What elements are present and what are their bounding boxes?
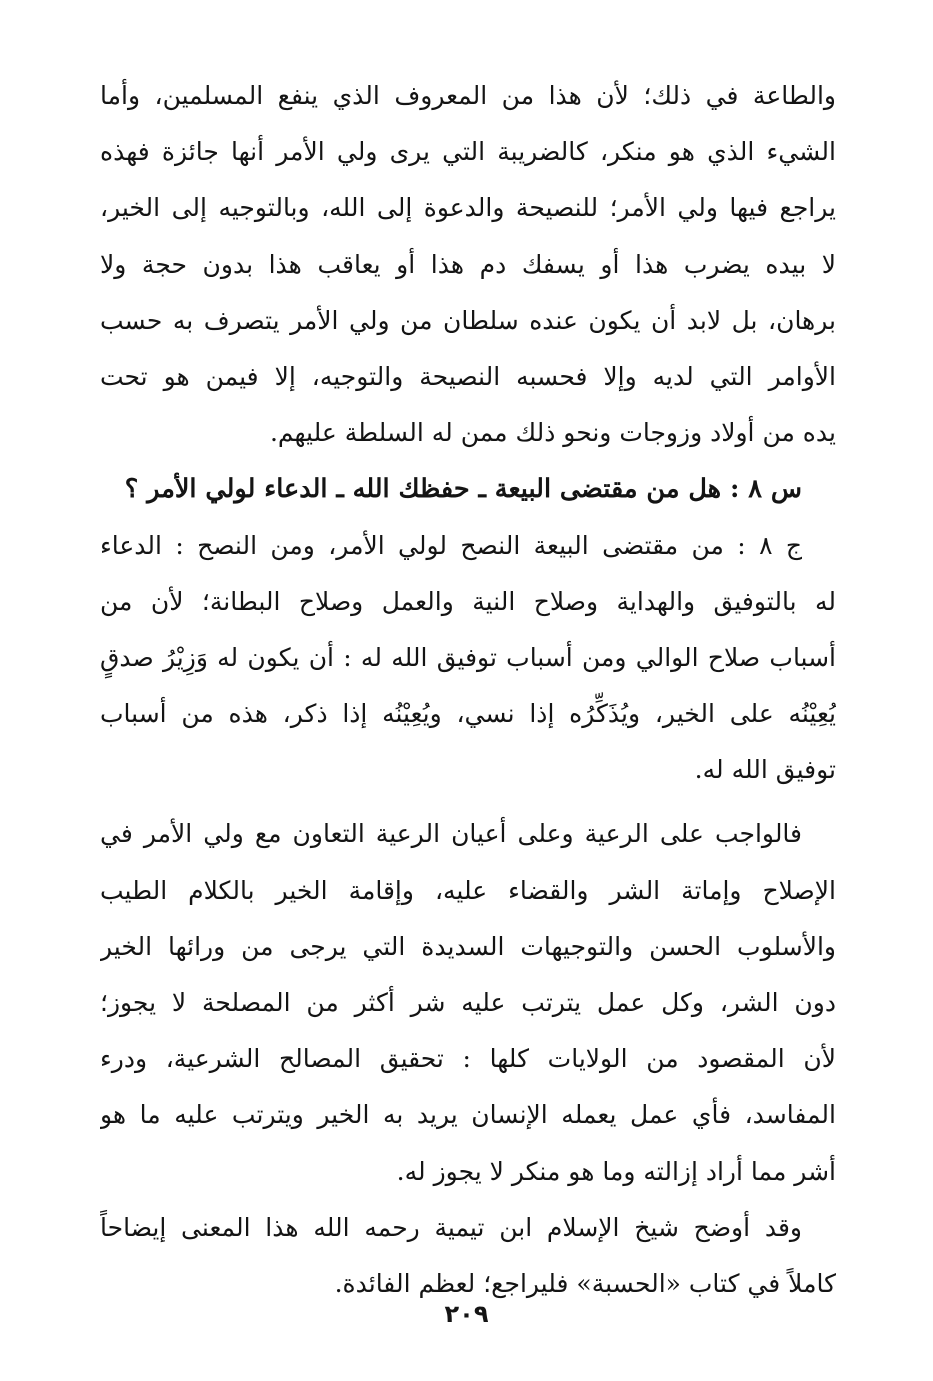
text-line: الشيء الذي هو منكر، كالضريبة التي يرى ولي الأمر أنها جائزة فهذه	[100, 137, 836, 167]
answer-8-first-line: ج ٨ : من مقتضى البيعة النصح لولي الأمر، ومن النصح : الدعاء	[100, 530, 802, 560]
question-8: س ٨ : هل من مقتضى البيعة ـ حفظك الله ـ الدعاء لولي الأمر ؟	[124, 474, 802, 505]
text-line: يده من أولاد وزوجات ونحو ذلك ممن له السلطة عليهم.	[269, 418, 836, 448]
text-line: أسباب صلاح الوالي ومن أسباب توفيق الله له : أن يكون له وَزِيْرُ صدقٍ	[100, 642, 836, 672]
text-line: لأن المقصود من الولايات كلها : تحقيق المصالح الشرعية، ودرء	[100, 1044, 836, 1074]
answer-paragraph	[100, 518, 836, 799]
text-line: الأوامر التي لديه وإلا فحسبه النصيحة والتوجيه، إلا فيمن هو تحت	[100, 361, 836, 391]
text-line: أشر مما أراد إزالته وما هو منكر لا يجوز له.	[396, 1156, 836, 1186]
text-line: كاملاً في كتاب «الحسبة» فليراجع؛ لعظم الفائدة.	[334, 1268, 836, 1298]
text-line: له بالتوفيق والهداية وصلاح النية والعمل وصلاح البطانة؛ لأن من	[100, 586, 836, 616]
page-number: ٢٠٩	[444, 1300, 489, 1328]
text-line: وقد أوضح شيخ الإسلام ابن تيمية رحمه الله هذا المعنى إيضاحاً	[100, 1212, 802, 1242]
question-heading	[100, 461, 836, 517]
text-line: والطاعة في ذلك؛ لأن هذا من المعروف الذي ينفع المسلمين، وأما	[100, 81, 836, 110]
text-line: توفيق الله له.	[694, 755, 836, 785]
text-line: المفاسد، فأي عمل يعمله الإنسان يريد به الخير ويترتب عليه ما هو	[100, 1100, 836, 1130]
paragraph-ibn-taymiyya	[100, 1200, 836, 1312]
text-line: والأسلوب الحسن والتوجيهات السديدة التي يرجى من ورائها الخير	[100, 931, 836, 961]
text-line: برهان، بل لابد أن يكون عنده سلطان من ولي الأمر يتصرف به حسب	[100, 305, 836, 335]
text-line: يُعِيْنُه على الخير، ويُذَكِّرُه إذا نسي، ويُعِيْنُه إذا ذكر، هذه من أسباب	[100, 699, 836, 729]
paragraph-gap	[100, 798, 836, 806]
text-line: الإصلاح وإماتة الشر والقضاء عليه، وإقامة الخير بالكلام الطيب	[100, 875, 836, 905]
text-line: يراجع فيها ولي الأمر؛ للنصيحة والدعوة إلى الله، وبالتوجيه إلى الخير،	[100, 193, 836, 223]
text-line: لا بيده يضرب هذا أو يسفك دم هذا أو يعاقب هذا بدون حجة ولا	[100, 249, 836, 279]
text-line: فالواجب على الرعية وعلى أعيان الرعية التعاون مع ولي الأمر في	[100, 819, 803, 849]
paragraph-cooperation	[100, 806, 836, 1199]
paragraph-ruler-duties	[100, 68, 836, 461]
text-line: دون الشر، وكل عمل يترتب عليه شر أكثر من المصلحة لا يجوز؛	[100, 988, 836, 1017]
page-body	[100, 68, 836, 1312]
